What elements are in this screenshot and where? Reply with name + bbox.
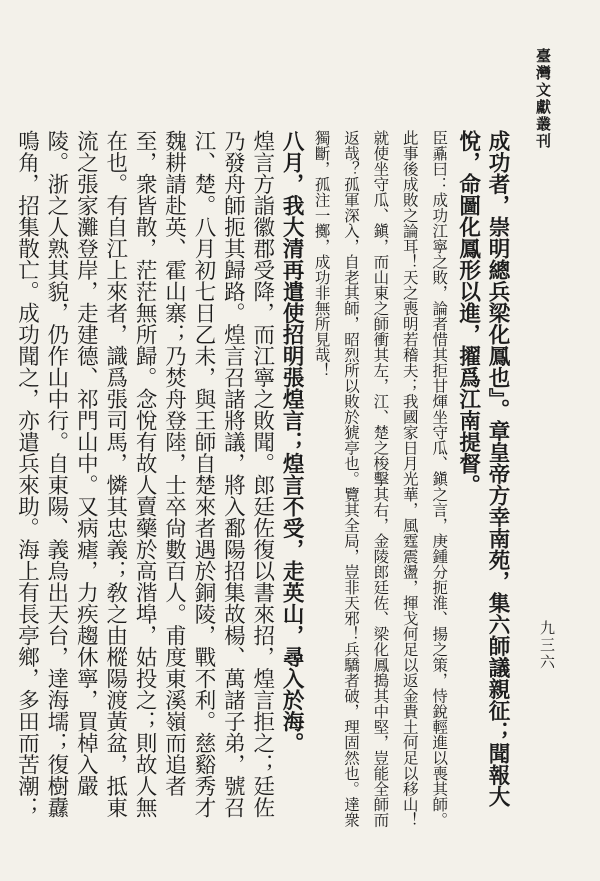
vertical-text-body	[12, 130, 512, 830]
section-heading: 八月，我大清再遣使招明張煌言；煌言不受，走英山，尋入於海。	[279, 130, 305, 754]
lead-paragraph: 成功者，崇明總兵梁化鳳也』。章皇帝方幸南苑，集六師議親征；聞報大悅，命圖化鳳形以進，擢爲江南提督。	[455, 130, 510, 808]
commentary-paragraph: 臣鼒曰：成功江寧之敗，論者惜其拒甘煇坐守瓜、鎭之言，庚鍾分扼淮、揚之策，恃銳輕進以喪其師。此事後成敗之論耳！天之喪明若稽夫；我國家日月光華，風霆震盪，揮戈何足以返金貴土何足以移山！就使坐守瓜、鎭，而山東之師衝其左，江、楚之梭擊其右，金陵郎廷佐、梁化鳳搗其中堅，豈能全師而返哉？孤軍深入，自老其師，昭烈所以敗於猇亭也。覽其全局，豈非天邪！兵驕者破，理固然也。達衆獨斷，孤注一擲，成功非無所見哉！	[312, 130, 449, 828]
page-number: 九三六	[538, 620, 556, 671]
main-paragraph: 煌言方詣徽郡受降，而江寧之敗聞。郎廷佐復以書來招，煌言拒之；廷佐乃發舟師扼其歸路。煌言召諸將議，將入鄱陽招集故楊、萬諸子弟，號召江、楚。八月初七日乙未，與王師自楚來者遇於銅陵，戰不利。慈谿秀才魏耕請赴英、霍山寨；乃焚舟登陸，士卒尙數百人。甫度東溪嶺而追者至，衆皆散，茫茫無所歸。念悅有故人賣藥於高湝埠，姑投之；則故人無在也。有自江上來者，識爲張司馬，憐其忠義；敎之由樅陽渡黃盆，抵東流之張家灘登岸，走建德、祁門山中。又病瘧，力疾趨休寧，買棹入嚴陵。浙之人熟其貌，仍作山中行。自東陽、義烏出天台，達海壖；復樹纛鳴角，招集散亡。成功聞之，亦遣兵來助。海上有長亭鄉，多田而苦潮；	[14, 130, 275, 818]
series-title: 臺灣文獻叢刊	[534, 48, 552, 150]
